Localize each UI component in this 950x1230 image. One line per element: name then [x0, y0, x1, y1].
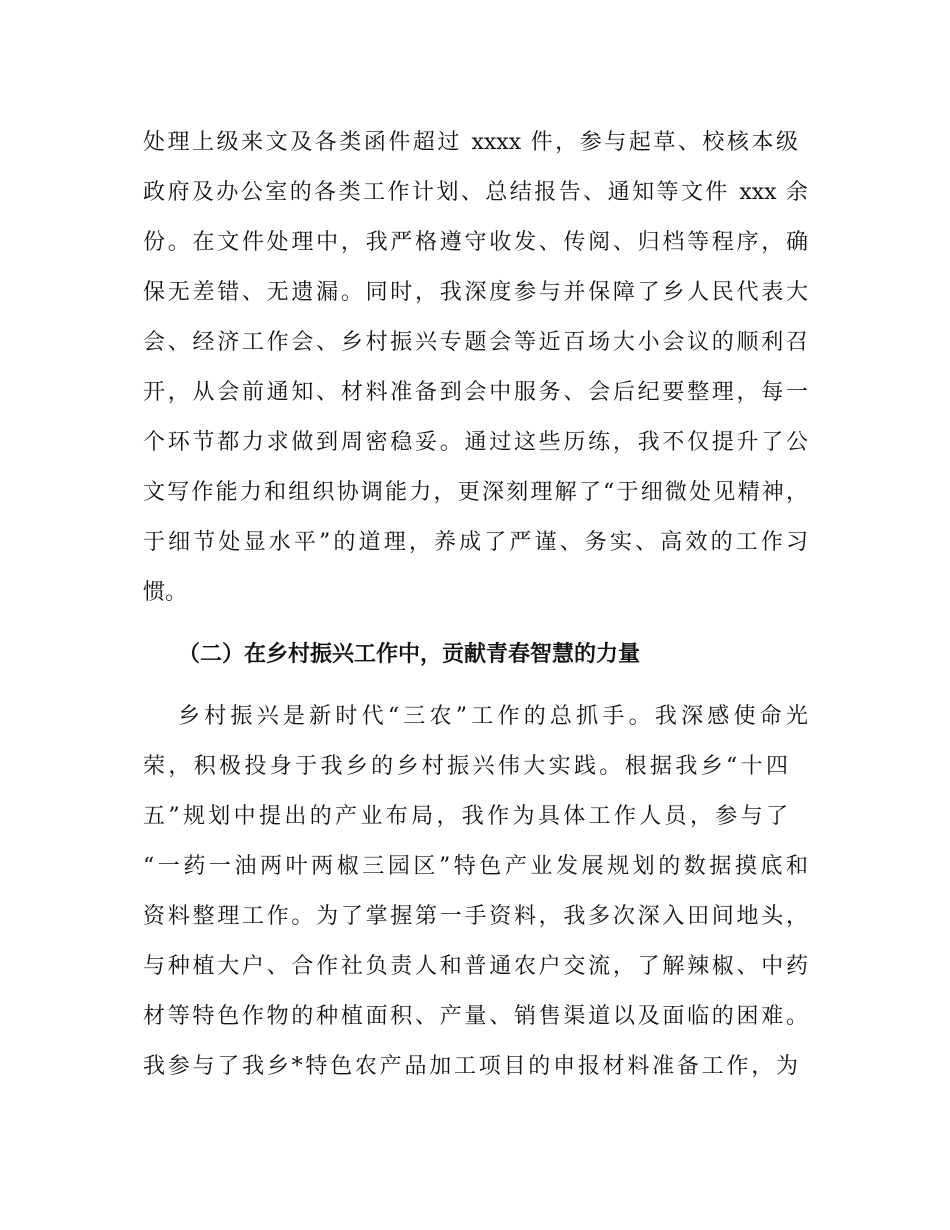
text-line: 资料整理工作。为了掌握第一手资料，我多次深入田间地头，: [143, 904, 808, 929]
text-line: 惯。: [143, 580, 188, 605]
text-line: 我参与了我乡*特色农产品加工项目的申报材料准备工作，为: [143, 1054, 798, 1079]
text-line: 与种植大户、合作社负责人和普通农户交流，了解辣椒、中药: [143, 954, 808, 979]
text-line: 开，从会前通知、材料准备到会中服务、会后纪要整理，每一: [143, 380, 808, 405]
text-line: 五”规划中提出的产业布局，我作为具体工作人员，参与了: [143, 804, 788, 829]
text-line: “一药一油两叶两椒三园区”特色产业发展规划的数据摸底和: [143, 854, 808, 879]
text-line: 于细节处显水平”的道理，养成了严谨、务实、高效的工作习: [143, 530, 808, 555]
text-line: 保无差错、无遗漏。同时，我深度参与并保障了乡人民代表大: [143, 280, 808, 305]
text-line: 会、经济工作会、乡村振兴专题会等近百场大小会议的顺利召: [143, 330, 808, 355]
text-line: 文写作能力和组织协调能力，更深刻理解了“于细微处见精神，: [143, 480, 808, 505]
text-line: 乡村振兴是新时代“三农”工作的总抓手。我深感使命光: [178, 704, 808, 729]
text-line: 个环节都力求做到周密稳妥。通过这些历练，我不仅提升了公: [143, 430, 808, 455]
text-line: 材等特色作物的种植面积、产量、销售渠道以及面临的困难。: [143, 1004, 808, 1029]
text-line: 处理上级来文及各类函件超过 xxxx 件，参与起草、校核本级: [143, 130, 798, 155]
section-heading: （二）在乡村振兴工作中，贡献青春智慧的力量: [178, 642, 641, 667]
text-line: 份。在文件处理中，我严格遵守收发、传阅、归档等程序，确: [143, 230, 808, 255]
text-line: 政府及办公室的各类工作计划、总结报告、通知等文件 xxx 余: [143, 180, 808, 205]
text-line: 荣，积极投身于我乡的乡村振兴伟大实践。根据我乡“十四: [143, 754, 788, 779]
